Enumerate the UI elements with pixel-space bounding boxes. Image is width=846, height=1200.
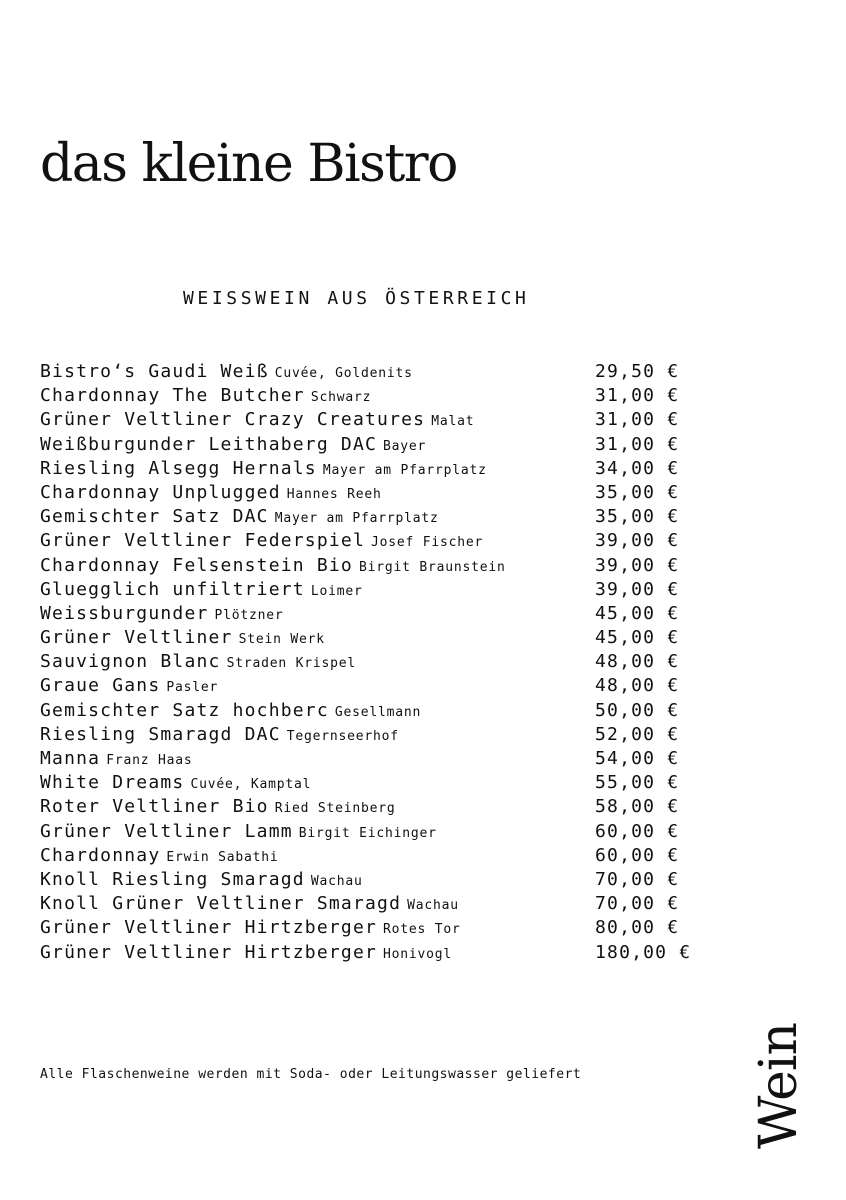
wine-row [40, 554, 720, 578]
wine-name-text: Weissburgunder [40, 602, 209, 624]
wine-name-text: Chardonnay The Butcher [40, 385, 305, 407]
wine-row [40, 747, 720, 771]
wine-price: 54,00 € [595, 748, 680, 769]
wine-name-text: White Dreams [40, 772, 185, 794]
wine-name [40, 360, 413, 386]
wine-row [40, 844, 720, 868]
wine-price: 180,00 € [595, 941, 692, 963]
wine-row [40, 941, 720, 965]
wine-row [40, 674, 720, 698]
wine-name [40, 408, 474, 434]
wine-name [40, 529, 483, 555]
wine-price: 35,00 € [595, 506, 680, 528]
wine-producer: Birgit Braunstein [358, 559, 506, 575]
wine-name [40, 941, 452, 967]
wine-producer: Birgit Eichinger [298, 825, 437, 841]
wine-name-text: Weißburgunder Leithaberg DAC [40, 433, 378, 455]
wine-row [40, 481, 720, 505]
wine-name-text: Knoll Riesling Smaragd [40, 868, 305, 890]
wine-price: 45,00 € [595, 602, 680, 624]
wine-row [40, 723, 720, 747]
wine-price: 70,00 € [595, 868, 680, 890]
section-heading: WEISSWEIN AUS ÖSTERREICH [183, 288, 530, 309]
wine-name [40, 844, 279, 870]
wine-name [40, 457, 487, 483]
wine-price: 58,00 € [595, 796, 680, 818]
wine-producer: Mayer am Pfarrplatz [274, 511, 439, 527]
wine-producer: Stein Werk [238, 632, 325, 648]
wine-name [40, 505, 439, 531]
wine-name-text: Gemischter Satz hochberc [40, 699, 329, 721]
wine-row [40, 771, 720, 795]
wine-row [40, 457, 720, 481]
wine-producer: Franz Haas [106, 753, 193, 768]
wine-row [40, 868, 720, 892]
wine-producer: Hannes Reeh [286, 486, 382, 502]
wine-name-text: Grüner Veltliner Hirtzberger [40, 941, 378, 963]
wine-producer: Honivogl [383, 946, 453, 962]
wine-price: 70,00 € [595, 893, 680, 915]
wine-producer: Pasler [166, 680, 219, 696]
wine-name-text: Grüner Veltliner Federspiel [40, 530, 365, 552]
wine-producer: Cuvée, Kamptal [190, 777, 312, 793]
wine-name-text: Graue Gans [40, 675, 161, 697]
wine-price: 35,00 € [595, 481, 680, 503]
wine-name-text: Knoll Grüner Veltliner Smaragd [40, 893, 402, 915]
wine-producer: Bayer [383, 438, 427, 454]
restaurant-title: das kleine Bistro [40, 134, 457, 194]
wine-row [40, 626, 720, 650]
wine-name-text: Grüner Veltliner Hirtzberger [40, 917, 378, 939]
wine-producer: Straden Krispel [226, 656, 356, 672]
wine-row [40, 699, 720, 723]
wine-name-text: Chardonnay Unplugged [40, 481, 281, 503]
wine-price: 48,00 € [595, 651, 680, 673]
wine-producer: Wachau [310, 873, 363, 889]
wine-list [40, 360, 720, 965]
wine-name-text: Sauvignon Blanc [40, 651, 221, 673]
wine-producer: Rotes Tor [383, 922, 461, 938]
footnote: Alle Flaschenweine werden mit Soda- oder Leitungswasser geliefert [40, 1067, 582, 1082]
wine-price: 60,00 € [595, 820, 680, 842]
wine-name [40, 795, 395, 821]
wine-price: 45,00 € [595, 627, 680, 649]
wine-name [40, 747, 192, 773]
wine-producer: Mayer am Pfarrplatz [322, 462, 487, 478]
wine-name [40, 626, 325, 652]
wine-name-text: Grüner Veltliner Crazy Creatures [40, 409, 426, 431]
wine-name [40, 868, 363, 894]
wine-price: 55,00 € [595, 772, 680, 794]
wine-row [40, 602, 720, 626]
wine-row [40, 529, 720, 553]
wine-price: 29,50 € [595, 361, 680, 382]
wine-name [40, 916, 461, 942]
wine-price: 34,00 € [595, 457, 680, 479]
wine-price: 31,00 € [595, 433, 680, 455]
wine-name [40, 602, 284, 628]
wine-name-text: Chardonnay [40, 844, 161, 866]
wine-name-text: Riesling Alsegg Hernals [40, 457, 317, 479]
wine-producer: Malat [431, 414, 475, 430]
wine-price: 80,00 € [595, 917, 680, 939]
wine-name [40, 578, 363, 604]
wine-producer: Cuvée, Goldenits [274, 366, 413, 381]
wine-name [40, 554, 506, 580]
wine-name [40, 433, 426, 459]
wine-row [40, 795, 720, 819]
wine-price: 31,00 € [595, 409, 680, 431]
wine-price: 39,00 € [595, 554, 680, 576]
wine-price: 39,00 € [595, 578, 680, 600]
wine-row [40, 408, 720, 432]
wine-price: 48,00 € [595, 675, 680, 697]
wine-name-text: Grüner Veltliner Lamm [40, 820, 293, 842]
wine-producer: Ried Steinberg [274, 801, 396, 817]
wine-name-text: Roter Veltliner Bio [40, 796, 269, 818]
wine-name-text: Manna [40, 748, 101, 769]
wine-name [40, 481, 382, 507]
wine-row [40, 820, 720, 844]
wine-producer: Schwarz [310, 390, 372, 406]
wine-row [40, 892, 720, 916]
wine-price: 50,00 € [595, 699, 680, 721]
wine-row [40, 650, 720, 674]
wine-name-text: Chardonnay Felsenstein Bio [40, 554, 353, 576]
side-label: Wein [749, 1022, 809, 1150]
wine-row [40, 384, 720, 408]
wine-name [40, 892, 459, 918]
wine-name [40, 771, 311, 797]
wine-producer: Erwin Sabathi [166, 849, 279, 865]
wine-producer: Tegernseerhof [286, 728, 399, 744]
wine-name [40, 384, 371, 410]
wine-name [40, 650, 356, 676]
wine-price: 52,00 € [595, 723, 680, 745]
wine-name [40, 723, 399, 749]
wine-producer: Loimer [310, 583, 363, 599]
wine-name-text: Bistro‘s Gaudi Weiß [40, 361, 269, 382]
wine-producer: Plötzner [214, 607, 284, 623]
wine-name-text: Gemischter Satz DAC [40, 506, 269, 528]
wine-name-text: Grüner Veltliner [40, 627, 233, 649]
wine-row [40, 505, 720, 529]
wine-producer: Wachau [407, 898, 459, 914]
wine-row [40, 360, 720, 384]
wine-price: 31,00 € [595, 385, 680, 407]
wine-producer: Josef Fischer [371, 535, 484, 551]
wine-name [40, 820, 437, 846]
wine-row [40, 578, 720, 602]
wine-name-text: Riesling Smaragd DAC [40, 723, 281, 745]
wine-name-text: Gluegglich unfiltriert [40, 578, 305, 600]
wine-name [40, 699, 421, 725]
wine-name [40, 674, 218, 700]
wine-producer: Gesellmann [334, 704, 422, 720]
wine-price: 39,00 € [595, 530, 680, 552]
wine-price: 60,00 € [595, 844, 680, 866]
wine-row [40, 433, 720, 457]
wine-row [40, 916, 720, 940]
